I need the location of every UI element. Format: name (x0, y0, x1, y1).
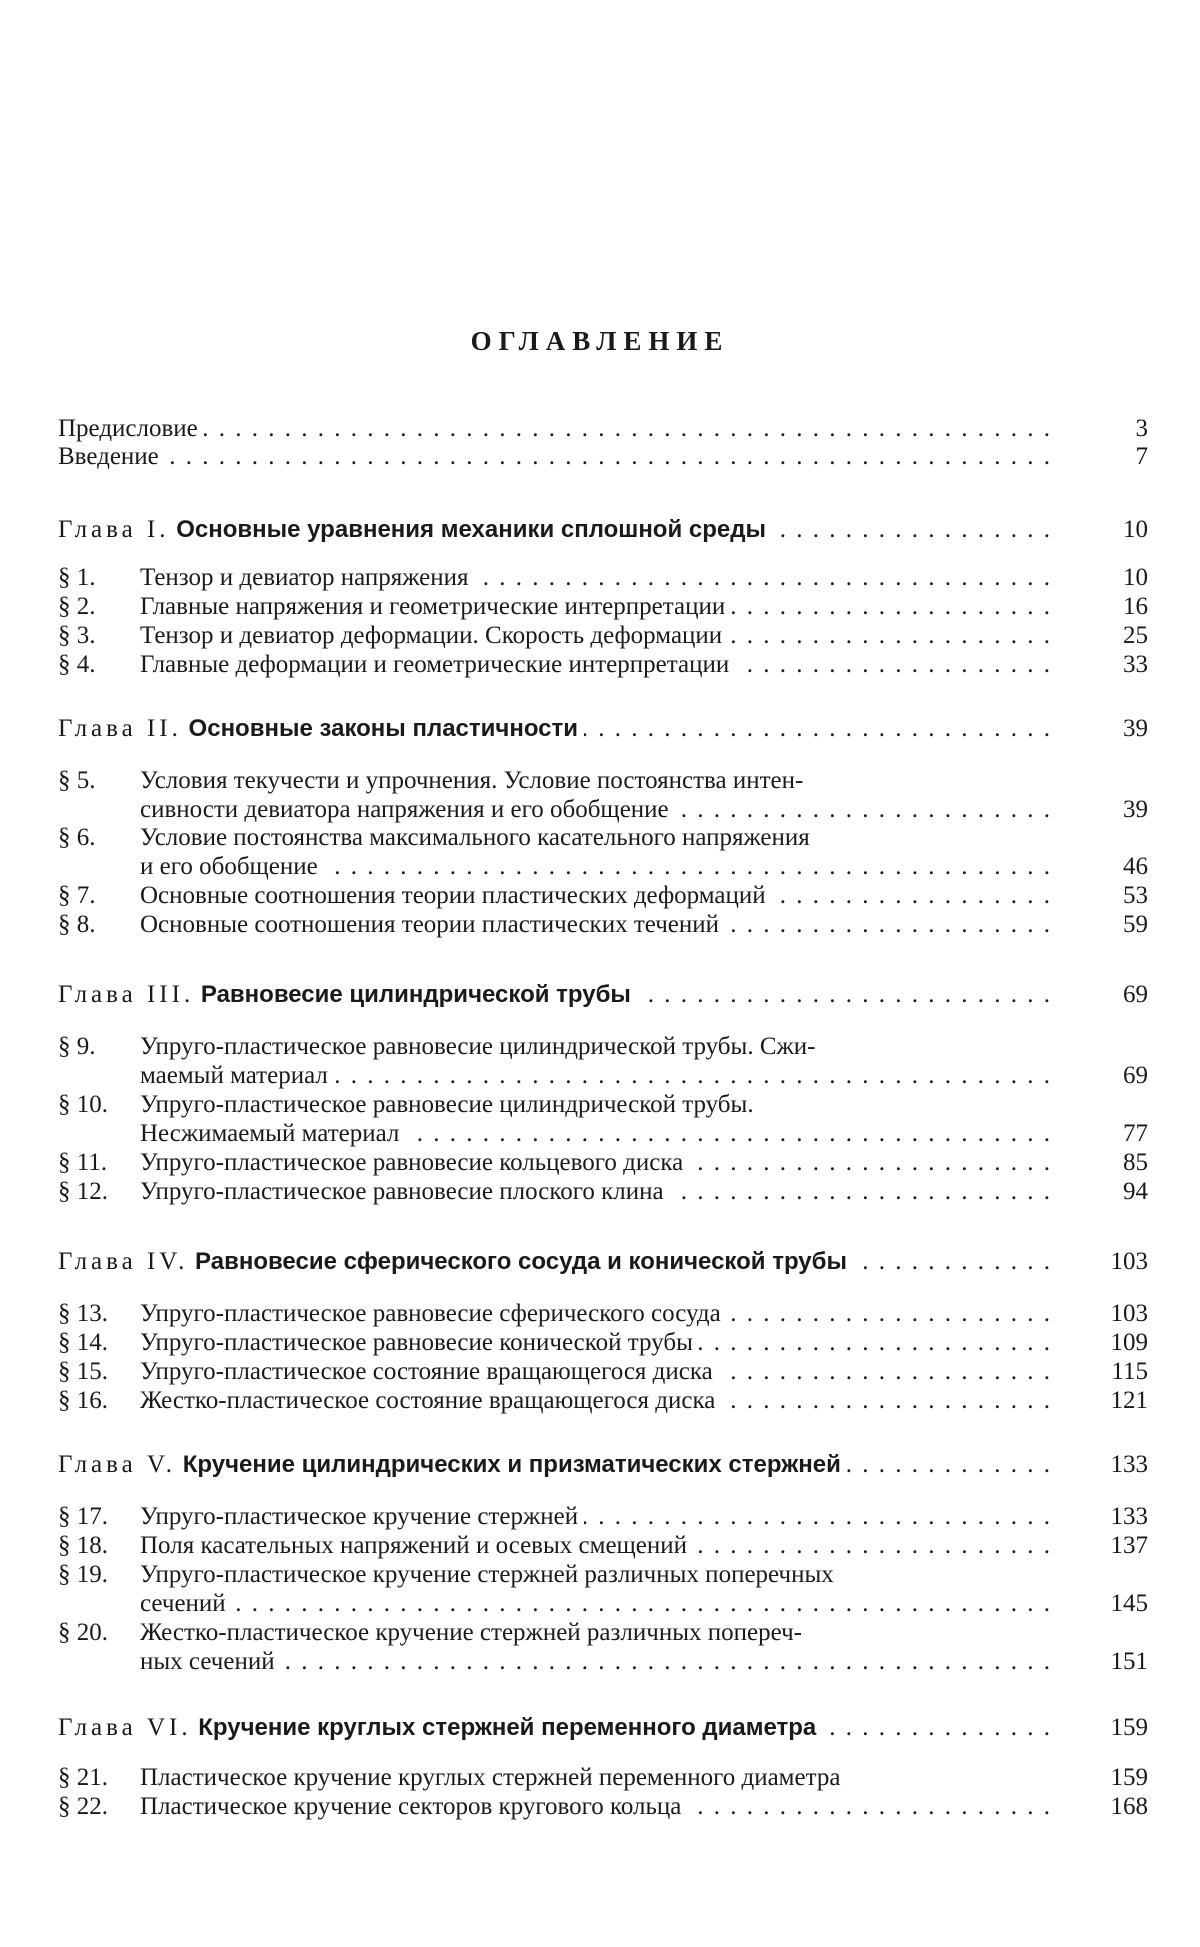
toc-section-13 (0, 1299, 1200, 1329)
section-number: § 2. (58, 593, 96, 620)
entry-page: 46 (1123, 853, 1148, 880)
toc-section-20 (0, 1618, 1200, 1648)
entry-page: 145 (1110, 1590, 1148, 1617)
section-number: § 19. (58, 1561, 108, 1588)
toc-entry-introduction (0, 442, 1200, 472)
toc-section-17 (0, 1502, 1200, 1532)
section-title: Упруго-пластическое равновесие цилиндрической трубы. (140, 1091, 754, 1118)
section-title-continued: сечений (140, 1590, 232, 1617)
entry-page: 10 (1123, 564, 1148, 591)
chapter-title: Основные уравнения механики сплошной среды (176, 516, 766, 543)
section-number: § 18. (58, 1532, 108, 1559)
toc-section-5 (0, 766, 1200, 796)
entry-page: 77 (1123, 1120, 1148, 1147)
section-title: Упруго-пластическое равновесие сферического сосуда (140, 1300, 721, 1327)
chapter-label: Глава VI. (58, 1714, 192, 1741)
page-title: ОГЛАВЛЕНИЕ (470, 326, 730, 356)
toc-section-6 (0, 823, 1200, 853)
section-title: Упруго-пластическое равновесие конической трубы (140, 1329, 693, 1356)
toc-chapter-2 (0, 714, 1200, 744)
section-title: Тензор и девиатор напряжения (140, 564, 469, 591)
toc-section-4 (0, 650, 1200, 680)
entry-page: 33 (1123, 651, 1148, 678)
section-title: Жестко-пластическое кручение стержней различных попереч- (140, 1619, 802, 1646)
toc-section-14 (0, 1328, 1200, 1358)
entry-title: Предисловие (58, 415, 204, 442)
toc-section-22 (0, 1792, 1200, 1822)
section-title: Главные деформации и геометрические интерпретации (140, 651, 730, 678)
section-number: § 3. (58, 622, 96, 649)
toc-chapter-4 (0, 1247, 1200, 1277)
entry-page: 39 (1123, 715, 1148, 742)
entry-title: Введение (58, 443, 165, 470)
entry-page: 69 (1123, 981, 1148, 1008)
section-number: § 8. (58, 911, 96, 938)
entry-page: 53 (1123, 882, 1148, 909)
chapter-label: Глава II. (58, 715, 182, 742)
toc-section-6-cont (0, 852, 1200, 882)
toc-section-21 (0, 1763, 1200, 1793)
toc-section-10-cont (0, 1119, 1200, 1149)
entry-page: 3 (1135, 415, 1148, 442)
section-number: § 9. (58, 1033, 96, 1060)
toc-section-16 (0, 1386, 1200, 1416)
chapter-title: Равновесие цилиндрической трубы (200, 981, 631, 1008)
entry-page: 39 (1123, 796, 1148, 823)
toc-chapter-3 (0, 980, 1200, 1010)
section-title: Упруго-пластическое равновесие плоского клина (140, 1178, 664, 1205)
chapter-title: Кручение цилиндрических и призматических стержней (182, 1451, 841, 1478)
section-title: Основные соотношения теории пластических деформаций (140, 882, 766, 909)
section-number: § 10. (58, 1091, 108, 1118)
chapter-label: Глава I. (58, 516, 170, 543)
section-number: § 11. (58, 1149, 108, 1176)
section-title: Жестко-пластическое состояние вращающегося диска (140, 1387, 716, 1414)
toc-section-1 (0, 563, 1200, 593)
toc-chapter-6 (0, 1713, 1200, 1743)
entry-page: 25 (1123, 622, 1148, 649)
entry-page: 103 (1110, 1300, 1148, 1327)
entry-page: 109 (1110, 1329, 1148, 1356)
toc-entry-preface (0, 414, 1200, 444)
section-number: § 15. (58, 1358, 108, 1385)
toc-section-7 (0, 881, 1200, 911)
chapter-title: Кручение круглых стержней переменного диаметра (198, 1714, 817, 1741)
section-number: § 7. (58, 882, 96, 909)
toc-section-2 (0, 592, 1200, 622)
toc-section-19-cont (0, 1589, 1200, 1619)
section-title: Пластическое кручение секторов кругового кольца (140, 1793, 682, 1820)
entry-page: 7 (1135, 443, 1148, 470)
section-title: Упруго-пластическое кручение стержней (140, 1503, 579, 1530)
section-title: Упруго-пластическое кручение стержней различных поперечных (140, 1561, 834, 1588)
toc-section-9-cont (0, 1061, 1200, 1091)
section-title-continued: и его обобщение (140, 853, 324, 880)
chapter-title: Основные законы пластичности (188, 715, 579, 742)
section-number: § 12. (58, 1178, 108, 1205)
toc-chapter-5 (0, 1450, 1200, 1480)
section-title: Условие постоянства максимального касательного напряжения (140, 824, 810, 851)
toc-section-11 (0, 1148, 1200, 1178)
entry-page: 16 (1123, 593, 1148, 620)
section-title-continued: Несжимаемый материал (140, 1120, 405, 1147)
entry-page: 159 (1110, 1714, 1148, 1741)
entry-page: 137 (1110, 1532, 1148, 1559)
section-number: § 22. (58, 1793, 108, 1820)
entry-page: 85 (1123, 1149, 1148, 1176)
entry-page: 94 (1123, 1178, 1148, 1205)
entry-page: 159 (1110, 1764, 1148, 1791)
toc-section-9 (0, 1032, 1200, 1062)
toc-chapter-1 (0, 515, 1200, 545)
toc-section-10 (0, 1090, 1200, 1120)
entry-page: 133 (1110, 1503, 1148, 1530)
section-title: Упруго-пластическое равновесие цилиндрической трубы. Сжи- (140, 1033, 816, 1060)
chapter-title: Равновесие сферического сосуда и конической трубы (195, 1248, 847, 1275)
section-title: Пластическое кручение круглых стержней переменного диаметра (140, 1764, 841, 1791)
section-number: § 1. (58, 564, 96, 591)
section-number: § 20. (58, 1619, 108, 1646)
section-title-continued: сивности девиатора напряжения и его обобщение (140, 796, 675, 823)
entry-page: 59 (1123, 911, 1148, 938)
toc-section-8 (0, 910, 1200, 940)
entry-page: 10 (1123, 516, 1148, 543)
section-title-continued: маемый материал (140, 1062, 334, 1089)
toc-section-15 (0, 1357, 1200, 1387)
entry-page: 133 (1110, 1451, 1148, 1478)
section-title: Упруго-пластическое равновесие кольцевого диска (140, 1149, 684, 1176)
section-number: § 5. (58, 767, 96, 794)
entry-page: 103 (1110, 1248, 1148, 1275)
entry-page: 168 (1110, 1793, 1148, 1820)
toc-section-3 (0, 621, 1200, 651)
section-number: § 13. (58, 1300, 108, 1327)
section-number: § 6. (58, 824, 96, 851)
chapter-label: Глава III. (58, 981, 195, 1008)
entry-page: 151 (1110, 1648, 1148, 1675)
entry-page: 121 (1110, 1387, 1148, 1414)
section-number: § 17. (58, 1503, 108, 1530)
section-title: Тензор и девиатор деформации. Скорость деформации (140, 622, 723, 649)
entry-page: 69 (1123, 1062, 1148, 1089)
section-number: § 21. (58, 1764, 108, 1791)
chapter-label: Глава IV. (58, 1248, 189, 1275)
section-title: Упруго-пластическое состояние вращающегося диска (140, 1358, 713, 1385)
chapter-label: Глава V. (58, 1451, 177, 1478)
section-title: Главные напряжения и геометрические интерпретации (140, 593, 726, 620)
section-number: § 14. (58, 1329, 108, 1356)
section-title: Поля касательных напряжений и осевых смещений (140, 1532, 688, 1559)
section-title-continued: ных сечений (140, 1648, 281, 1675)
toc-section-20-cont (0, 1647, 1200, 1677)
section-number: § 4. (58, 651, 96, 678)
entry-page: 115 (1111, 1358, 1148, 1385)
toc-section-19 (0, 1560, 1200, 1590)
section-title: Основные соотношения теории пластических течений (140, 911, 720, 938)
section-title: Условия текучести и упрочнения. Условие постоянства интен- (140, 767, 804, 794)
toc-section-12 (0, 1177, 1200, 1207)
toc-section-5-cont (0, 795, 1200, 825)
section-number: § 16. (58, 1387, 108, 1414)
toc-section-18 (0, 1531, 1200, 1561)
